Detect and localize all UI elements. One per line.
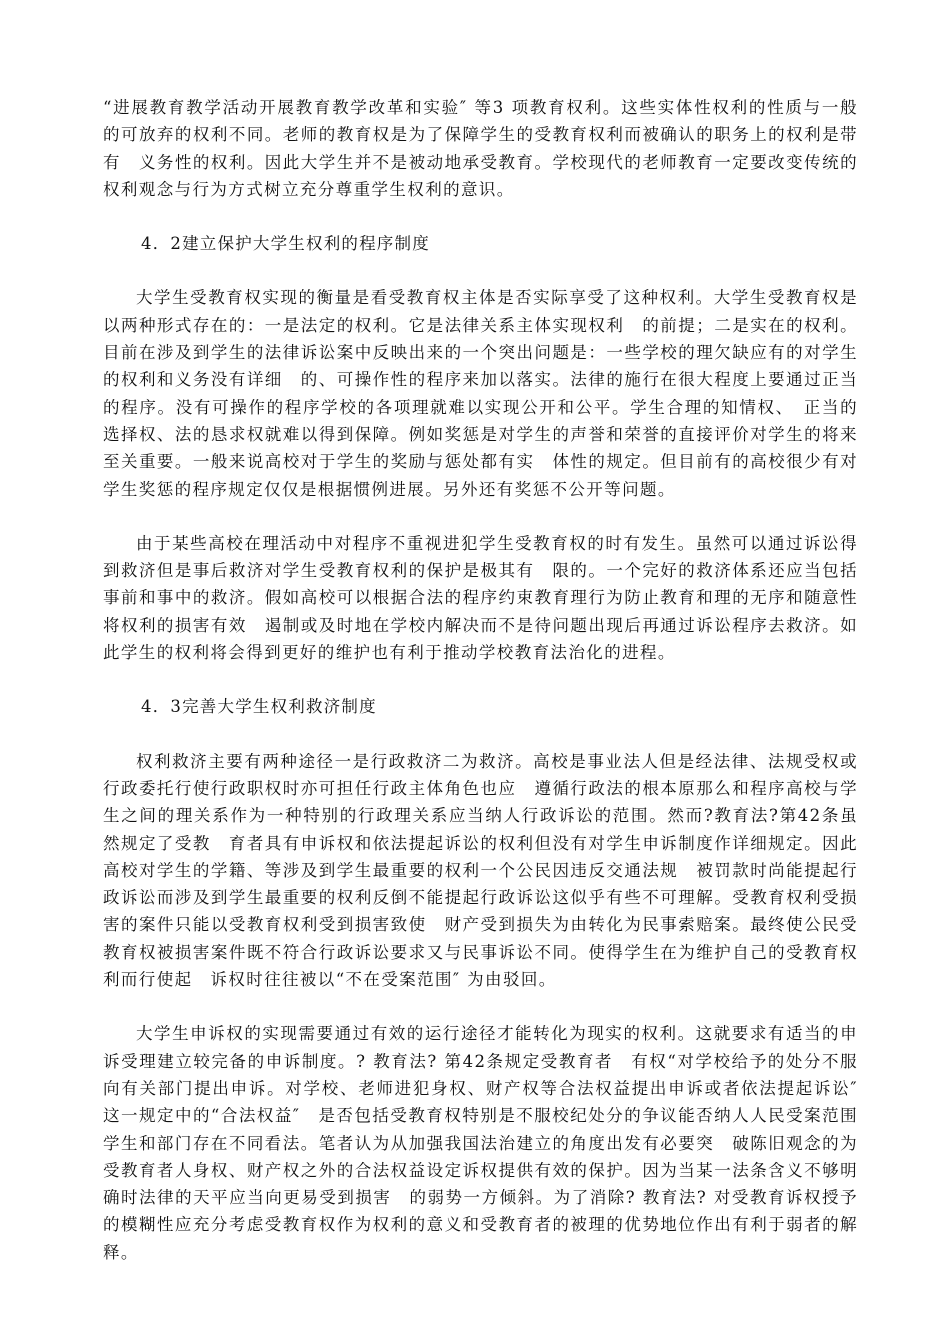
paragraph: 大学生受教育权实现的衡量是看受教育权主体是否实际享受了这种权利。大学生受教育权是以两种形式存在的：一是法定的权利。它是法律关系主体实现权利 的前提；二是实在的权利。目前在涉及到学生的法律诉讼案中反映出来的一个突出问题是：一些学校的理欠缺应有的对学生的权利和义务没有详细 的、可操作性的程序来加以落实。法律的施行在很大程度上要通过正当的程序。没有可操作的程序学校的各项理就难以实现公开和公平。学生合理的知情权、 正当的选择权、法的恳求权就难以得到保障。例如奖惩是对学生的声誉和荣誉的直接评价对学生的将来至关重要。一般来说高校对于学生的奖励与惩处都有实 体性的规定。但目前有的高校很少有对学生奖惩的程序规定仅仅是根据惯例进展。另外还有奖惩不公开等问题。 bbox=[103, 288, 858, 499]
paragraph: 权利救济主要有两种途径一是行政救济二为救济。高校是事业法人但是经法律、法规受权或行政委托行使行政职权时亦可担任行政主体角色也应 遵循行政法的根本原那么和程序高校与学生之间的理关系作为一种特别的行政理关系应当纳人行政诉讼的范围。然而?教育法?第42条虽然规定了受教 育者具有申诉权和依法提起诉讼的权利但没有对学生申诉制度作详细规定。因此高校对学生的学籍、等涉及到学生最重要的权利一个公民因违反交通法规 被罚款时尚能提起行政诉讼而涉及到学生最重要的权利反倒不能提起行政诉讼这似乎有些不可理解。受教育权利受损害的案件只能以受教育权利受到损害致使 财产受到损失为由转化为民事索赔案。最终使公民受教育权被损害案件既不符合行政诉讼要求又与民事诉讼不同。使得学生在为维护自己的受教育权利而行使起 诉权时往往被以“不在受案范围″ 为由驳回。 bbox=[103, 751, 858, 990]
section-heading-4-2: 4．2建立保护大学生权利的程序制度 bbox=[141, 234, 430, 254]
paragraph-continued: “进展教育教学活动开展教育教学改革和实验″ 等3 项教育权利。这些实体性权利的性质与一般的可放弃的权利不同。老师的教育权是为了保障学生的受教育权利而被确认的职务上的权利是带有 义务性的权利。因此大学生并不是被动地承受教育。学校现代的老师教育一定要改变传统的权利观念与行为方式树立充分尊重学生权利的意识。 bbox=[103, 98, 858, 199]
paragraph: 大学生申诉权的实现需要通过有效的运行途径才能转化为现实的权利。这就要求有适当的申诉受理建立较完备的申诉制度。? 教育法? 第42条规定受教育者 有权“对学校给予的处分不服向有关部门提出申诉。对学校、老师进犯身权、财产权等合法权益提出申诉或者依法提起诉讼″ 这一规定中的“合法权益″ 是否包括受教育权特别是不服校纪处分的争议能否纳人人民受案范围学生和部门存在不同看法。笔者认为从加强我国法治建立的角度出发有必要突 破陈旧观念的为受教育者人身权、财产权之外的合法权益设定诉权提供有效的保护。因为当某一法条含义不够明确时法律的天平应当向更易受到损害 的弱势一方倾斜。为了消除? 教育法? 对受教育诉权授予的模糊性应充分考虑受教育权作为权利的意义和受教育者的被理的优势地位作出有利于弱者的解 释。 bbox=[103, 1024, 876, 1262]
document-page bbox=[103, 94, 876, 1293]
paragraph: 由于某些高校在理活动中对程序不重视进犯学生受教育权的时有发生。虽然可以通过诉讼得到救济但是事后救济对学生受教育权利的保护是极其有 限的。一个完好的救济体系还应当包括事前和事中的救济。假如高校可以根据合法的程序约束教育理行为防止教育和理的无序和随意性将权利的损害有效 遏制或及时地在学校内解决而不是待问题出现后再通过诉讼程序去救济。如此学生的权利将会得到更好的维护也有利于推动学校教育法治化的进程。 bbox=[103, 533, 858, 663]
section-heading-4-3: 4．3完善大学生权利救济制度 bbox=[141, 697, 377, 717]
